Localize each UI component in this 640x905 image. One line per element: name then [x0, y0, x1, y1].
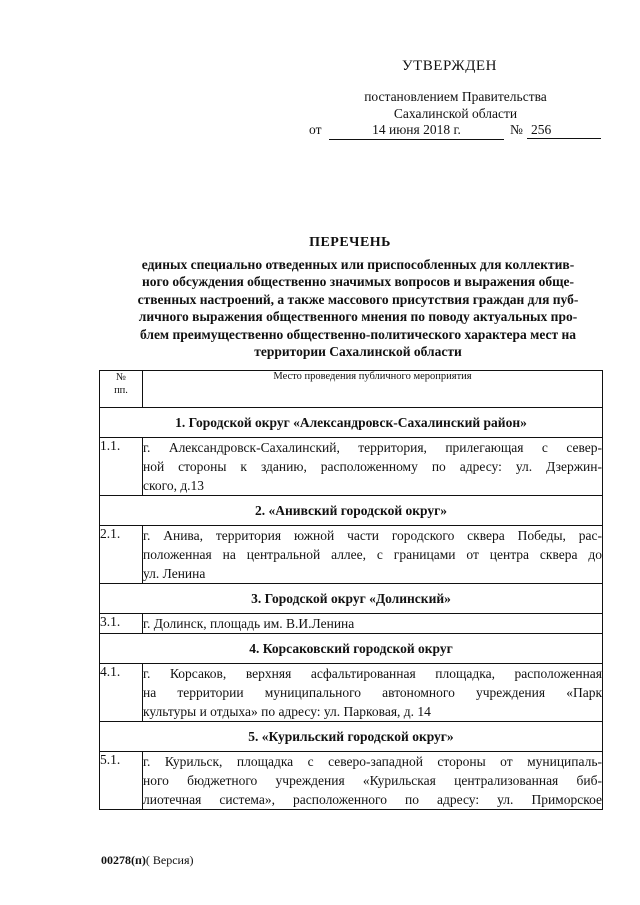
place-line: ной стороны к зданию, расположенному по адресу: ул. Дзержин- [143, 459, 602, 474]
resolution-date-line [309, 122, 609, 142]
row-number: 1.1. [100, 438, 143, 496]
place-description [143, 526, 603, 584]
header-place: Место проведения публичного мероприятия [143, 371, 603, 408]
resolution-number: 256 [527, 122, 601, 139]
places-table [99, 370, 603, 810]
table-header-row [100, 371, 603, 408]
subtitle-line: ного обсуждения общественно значимых вопросов и выражения обще- [141, 274, 574, 290]
subtitle-line: ственных настроений, а также массового присутствия граждан для пуб- [137, 291, 579, 307]
place-line: ул. Ленина [143, 566, 206, 581]
header-number-line-2: пп. [114, 385, 128, 396]
place-line: ного бюджетного учреждения «Курильская централизованная биб- [143, 773, 602, 788]
place-description [143, 614, 603, 634]
subtitle-line: блем преимущественно общественно-политического характера мест на [139, 326, 577, 342]
place-description [143, 752, 603, 810]
section-row [100, 584, 603, 614]
place-line: г. Курильск, площадка с северо-западной стороны от муниципаль- [143, 754, 602, 769]
document-title: ПЕРЕЧЕНЬ [309, 235, 391, 250]
row-number: 4.1. [100, 664, 143, 722]
approved-by-line-2: Сахалинской области [393, 106, 518, 121]
table-row [100, 664, 603, 722]
section-title: 4. Корсаковский городской округ [100, 634, 603, 664]
section-title: 5. «Курильский городской округ» [100, 722, 603, 752]
section-row [100, 634, 603, 664]
subtitle-line: территории Сахалинской области [254, 344, 462, 360]
document-code: 00278(п) [101, 853, 146, 867]
table-row [100, 438, 603, 496]
section-row [100, 496, 603, 526]
place-line: на территории муниципального автономного учреждения «Парк [143, 685, 602, 700]
table-row [100, 526, 603, 584]
header-number [100, 371, 143, 408]
document-version: ( Версия) [145, 853, 194, 867]
place-description [143, 664, 603, 722]
table-row [100, 614, 603, 634]
document-subtitle [112, 256, 604, 360]
from-label: от [309, 122, 322, 137]
row-number: 3.1. [100, 614, 143, 634]
section-row [100, 408, 603, 438]
place-line: г. Корсаков, верхняя асфальтированная площадка, расположенная [143, 666, 602, 681]
approved-heading: УТВЕРЖДЕН [402, 58, 497, 74]
subtitle-line: личного выражения общественного мнения по поводу актуальных про- [138, 309, 578, 325]
row-number: 2.1. [100, 526, 143, 584]
approved-by-line-1: постановлением Правительства [364, 89, 547, 104]
row-number: 5.1. [100, 752, 143, 810]
number-label: № [510, 122, 523, 137]
section-row [100, 722, 603, 752]
place-line: ского, д.13 [143, 478, 205, 493]
section-title: 1. Городской округ «Александровск-Сахалинский район» [100, 408, 603, 438]
approved-by [348, 88, 563, 122]
document-footer [101, 853, 194, 868]
place-line: культуры и отдыха» по адресу: ул. Парковая, д. 14 [143, 704, 431, 719]
place-line: г. Александровск-Сахалинский, территория, прилегающая с север- [143, 440, 602, 455]
resolution-date: 14 июня 2018 г. [329, 122, 504, 140]
place-description [143, 438, 603, 496]
table-row [100, 752, 603, 810]
place-line: лиотечная система», расположенного по адресу: ул. Приморское [143, 792, 602, 807]
place-line: положенная на центральной аллее, с границами от центра сквера до [143, 547, 602, 562]
section-title: 3. Городской округ «Долинский» [100, 584, 603, 614]
header-number-line-1: № [115, 372, 127, 383]
section-title: 2. «Анивский городской округ» [100, 496, 603, 526]
place-line: г. Анива, территория южной части городского сквера Победы, рас- [143, 528, 602, 543]
subtitle-line: единых специально отведенных или приспособленных для коллектив- [141, 257, 575, 272]
place-line: г. Долинск, площадь им. В.И.Ленина [143, 616, 355, 631]
